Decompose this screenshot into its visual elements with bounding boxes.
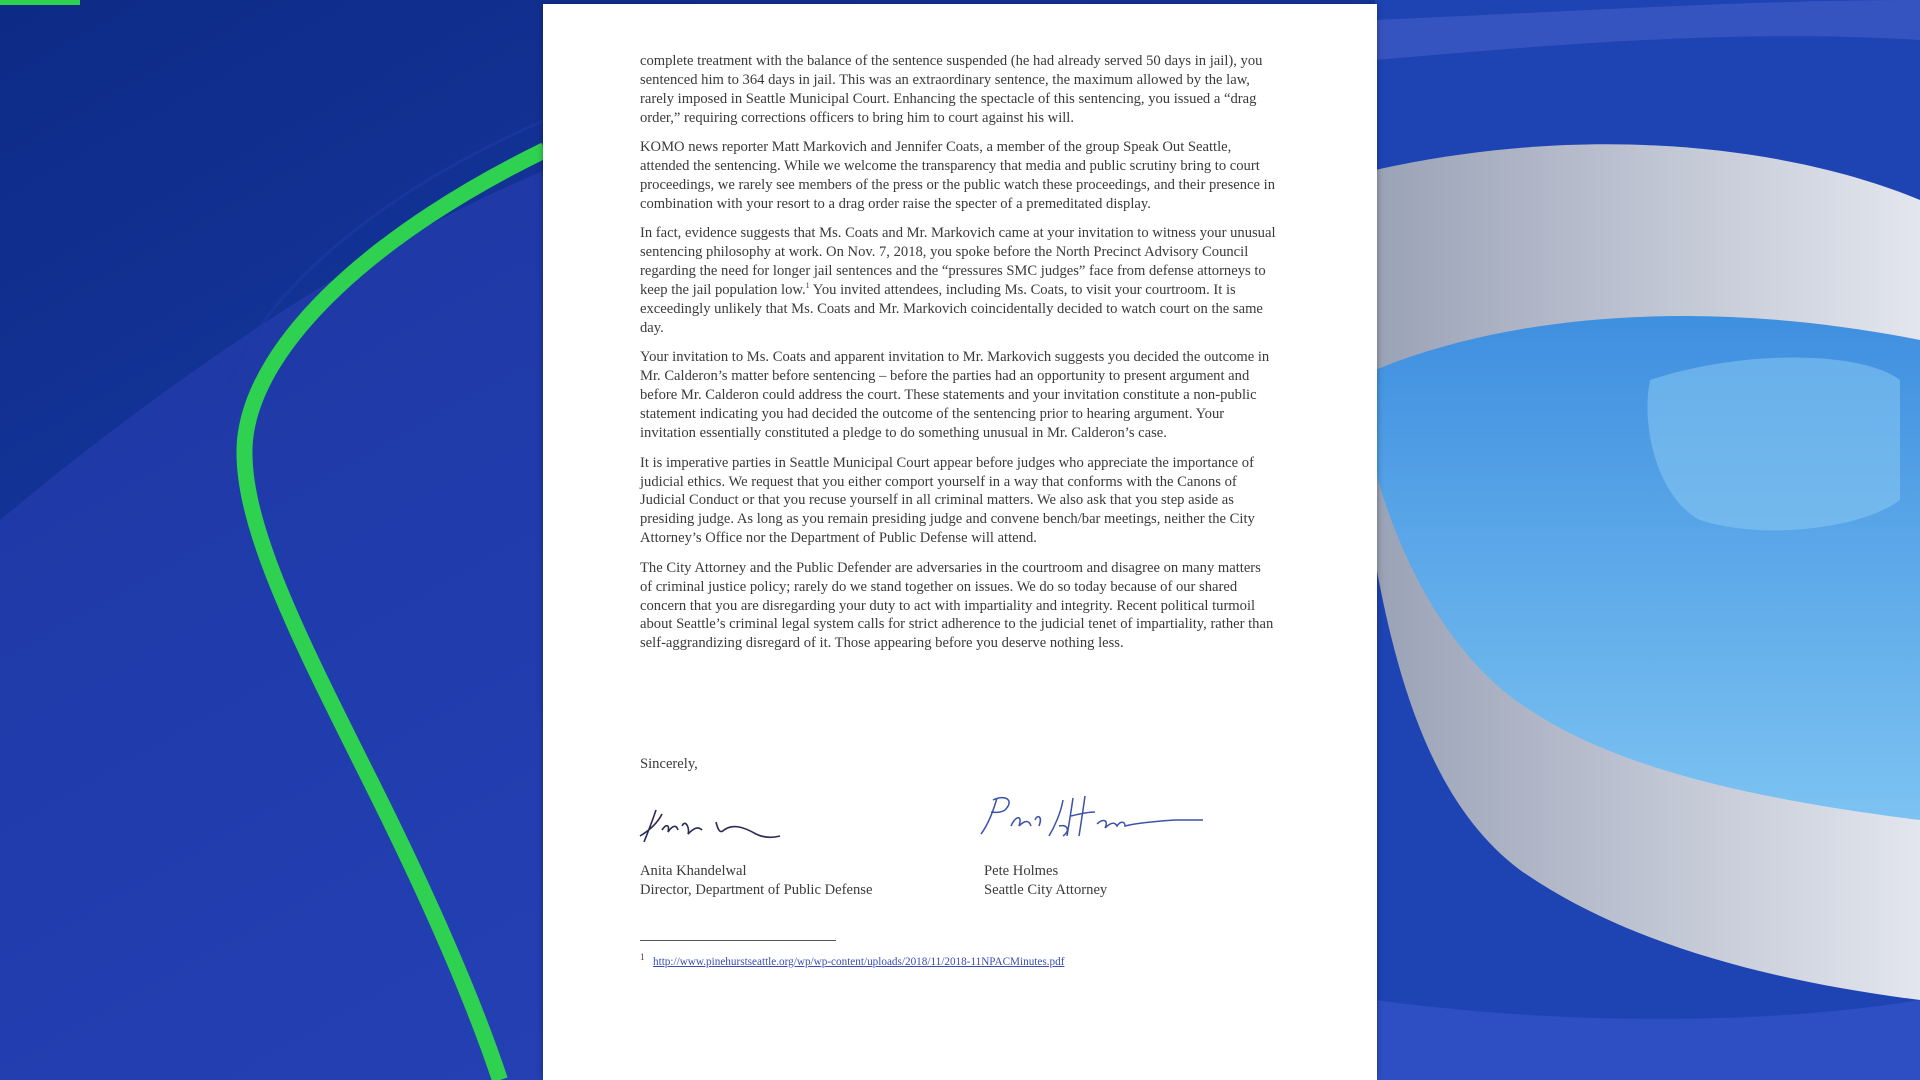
signature-khandelwal-icon [632,800,792,850]
signatory-title: Seattle City Attorney [984,882,1108,898]
footnote-number: 1 [640,952,645,962]
signatory-right [984,862,1107,900]
paragraph-3 [640,224,1276,337]
footnote-marker: 1 [805,281,810,291]
paragraph-5: It is imperative parties in Seattle Municipal Court appear before judges who appreciate the importance of judicial ethics. We request that you either comport yourself in a way that conforms with the Canons of Judicial Conduct or that you recuse yourself in all criminal matters. We also ask that you step aside as presiding judge. As long as you remain presiding judge and convene bench/bar meetings, neither the City Attorney’s Office nor the Department of Public Defense will attend. [640,454,1255,547]
paragraph-6: The City Attorney and the Public Defender are adversaries in the courtroom and disagree on many matters of criminal justice policy; rarely do we stand together on issues. We do so today because of our shared concern that you are disregarding your duty to act with impartiality and integrity. Recent political turmoil about Seattle’s criminal legal system calls for strict adherence to the judicial tenet of impartiality, rather than self-aggrandizing disregard of it. Those appearing before you deserve nothing less. [640,559,1274,652]
signatory-left [640,862,872,900]
paragraph-3-text-cont: You invited attendees, including Ms. Coats, to visit your courtroom. It is exceedingly unlikely that Ms. Coats and Mr. Markovich coincidentally decided to watch court on the same day. [640,282,1263,336]
signature-holmes-icon [975,790,1205,846]
paragraph-3-text: In fact, evidence suggests that Ms. Coats and Mr. Markovich came at your invitation to witness your unusual sentencing philosophy at work. On Nov. 7, 2018, you spoke before the North Precinct Advisory Council regarding the need for longer jail sentences and the “pressures SMC judges” face from defense attorneys to keep the jail population low. [640,225,1276,299]
paragraph-2: KOMO news reporter Matt Markovich and Jennifer Coats, a member of the group Speak Out Seattle, attended the sentencing. While we welcome the transparency that media and public scrutiny bring to court proceedings, we rarely see members of the press or the public watch these proceedings, and their presence in combination with your resort to a drag order raise the specter of a premeditated display. [640,139,1275,212]
signatory-title: Director, Department of Public Defense [640,882,873,898]
paragraph-4: Your invitation to Ms. Coats and apparent invitation to Mr. Markovich suggests you decided the outcome in Mr. Calderon’s matter before sentencing – before the parties had an opportunity to present argument and before Mr. Calderon could address the court. These statements and your invitation constitute a non-public statement indicating you had decided the outcome of the sentencing prior to hearing argument. Your invitation essentially constituted a pledge to do something unusual in Mr. Calderon’s case. [640,349,1270,442]
paragraph-1: complete treatment with the balance of the sentence suspended (he had already served 50 days in jail), you sentenced him to 364 days in jail. This was an extraordinary sentence, the maximum allowed by the law, rarely imposed in Seattle Municipal Court. Enhancing the spectacle of this sentencing, you issued a “drag order,” requiring corrections officers to bring him to court against his will. [640,53,1263,126]
closing: Sincerely, [640,756,698,772]
signatory-name: Anita Khandelwal [640,863,747,879]
signatory-name: Pete Holmes [984,863,1059,879]
footnote-divider [640,940,836,941]
letter-page [543,4,1377,1080]
letter-body [640,52,1276,664]
footnote-link[interactable]: http://www.pinehurstseattle.org/wp/wp-content/uploads/2018/11/2018-11NPACMinutes.pdf [653,956,1065,968]
